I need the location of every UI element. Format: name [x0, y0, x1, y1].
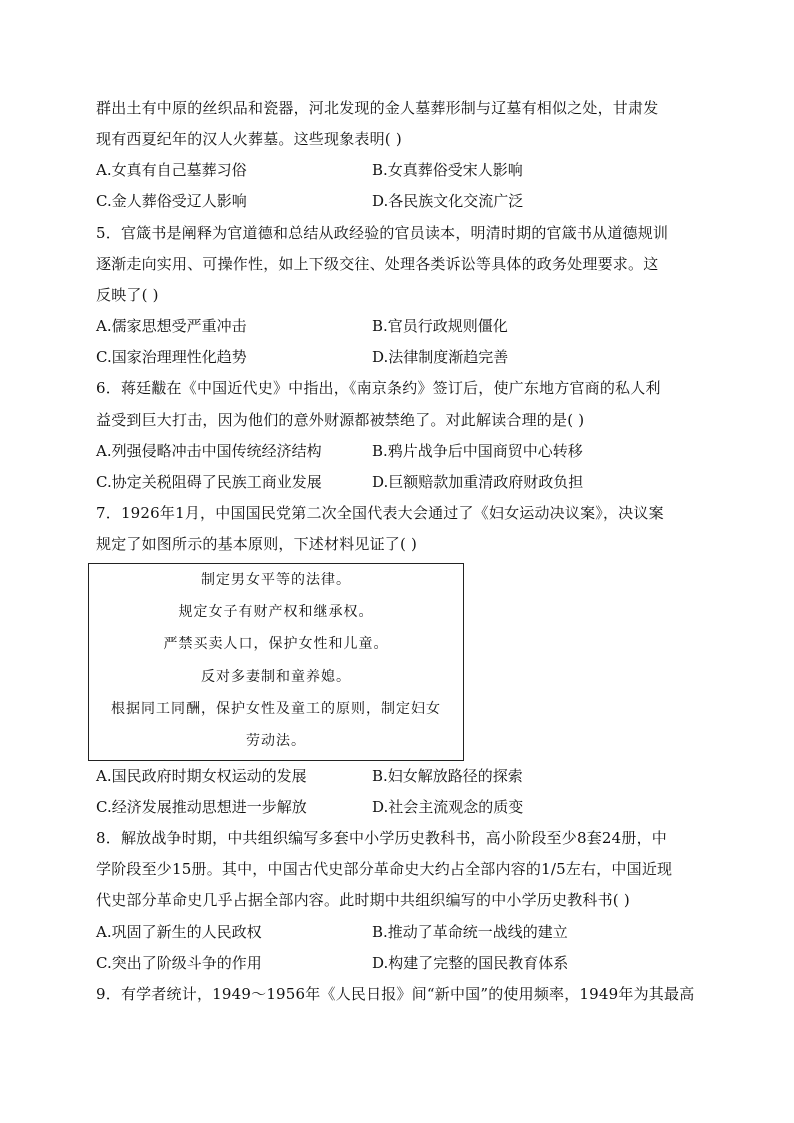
q4-option-b[interactable]: B.女真葬俗受宋人影响	[372, 161, 523, 179]
q7-material-line-2: 规定女子有财产权和继承权。	[178, 604, 374, 620]
q5-option-c[interactable]: C.国家治理理性化趋势	[96, 348, 247, 366]
q6-stem-line-1: 6．蒋廷黻在《中国近代史》中指出，《南京条约》签订后，使广东地方官商的私人利	[96, 379, 661, 397]
q7-option-a[interactable]: A.国民政府时期女权运动的发展	[96, 767, 307, 785]
q8-option-a[interactable]: A.巩固了新生的人民政权	[96, 923, 262, 941]
q6-stem-line-2: 益受到巨大打击，因为他们的意外财源都被禁绝了。对此解读合理的是( )	[96, 411, 585, 429]
q8-stem-line-2: 学阶段至少15册。其中，中国古代史部分革命史大约占全部内容的1/5左右，中国近现	[96, 860, 673, 878]
q5-option-b[interactable]: B.官员行政规则僵化	[372, 317, 508, 335]
q8-option-d[interactable]: D.构建了完整的国民教育体系	[372, 954, 569, 972]
q8-stem-line-3: 代史部分革命史几乎占据全部内容。此时期中共组织编写的中小学历史教科书( )	[96, 891, 630, 909]
q4-option-c[interactable]: C.金人葬俗受辽人影响	[96, 192, 247, 210]
q9-stem-line-1: 9．有学者统计，1949～1956年《人民日报》间“新中国”的使用频率，1949年为其最高	[96, 985, 695, 1003]
q7-option-c[interactable]: C.经济发展推动思想进一步解放	[96, 798, 307, 816]
q7-material-line-5: 根据同工同酬，保护女性及童工的原则，制定妇女	[111, 701, 441, 717]
q5-option-d[interactable]: D.法律制度渐趋完善	[372, 348, 509, 366]
q7-stem-line-2: 规定了如图所示的基本原则，下述材料见证了( )	[96, 535, 418, 553]
q6-option-a[interactable]: A.列强侵略冲击中国传统经济结构	[96, 442, 322, 460]
q4-stem-line-2: 现有西夏纪年的汉人火葬墓。这些现象表明( )	[96, 130, 402, 148]
q5-option-a[interactable]: A.儒家思想受严重冲击	[96, 317, 247, 335]
q7-material-line-4: 反对多妻制和童养媳。	[201, 669, 351, 685]
q6-option-d[interactable]: D.巨额赔款加重清政府财政负担	[372, 473, 584, 491]
q5-stem-line-2: 逐渐走向实用、可操作性，如上下级交往、处理各类诉讼等具体的政务处理要求。这	[96, 255, 659, 273]
q7-material-box	[88, 563, 464, 761]
q7-stem-line-1: 7．1926年1月，中国国民党第二次全国代表大会通过了《妇女运动决议案》，决议案	[96, 504, 664, 522]
q7-material-line-6: 劳动法。	[246, 733, 306, 749]
q8-stem-line-1: 8．解放战争时期，中共组织编写多套中小学历史教科书，高小阶段至少8套24册，中	[96, 829, 667, 847]
q4-stem-line-1: 群出土有中原的丝织品和瓷器，河北发现的金人墓葬形制与辽墓有相似之处，甘肃发	[96, 99, 659, 117]
q7-material-line-3: 严禁买卖人口，保护女性和儿童。	[163, 636, 389, 652]
q8-option-b[interactable]: B.推动了革命统一战线的建立	[372, 923, 568, 941]
q7-option-d[interactable]: D.社会主流观念的质变	[372, 798, 524, 816]
q5-stem-line-3: 反映了( )	[96, 286, 159, 304]
q8-option-c[interactable]: C.突出了阶级斗争的作用	[96, 954, 262, 972]
q4-option-d[interactable]: D.各民族文化交流广泛	[372, 192, 524, 210]
q7-material-line-1: 制定男女平等的法律。	[201, 572, 351, 588]
q5-stem-line-1: 5．官箴书是阐释为官道德和总结从政经验的官员读本，明清时期的官箴书从道德规训	[96, 224, 669, 242]
q4-option-a[interactable]: A.女真有自己墓葬习俗	[96, 161, 247, 179]
q6-option-c[interactable]: C.协定关税阻碍了民族工商业发展	[96, 473, 322, 491]
q7-option-b[interactable]: B.妇女解放路径的探索	[372, 767, 523, 785]
q6-option-b[interactable]: B.鸦片战争后中国商贸中心转移	[372, 442, 583, 460]
